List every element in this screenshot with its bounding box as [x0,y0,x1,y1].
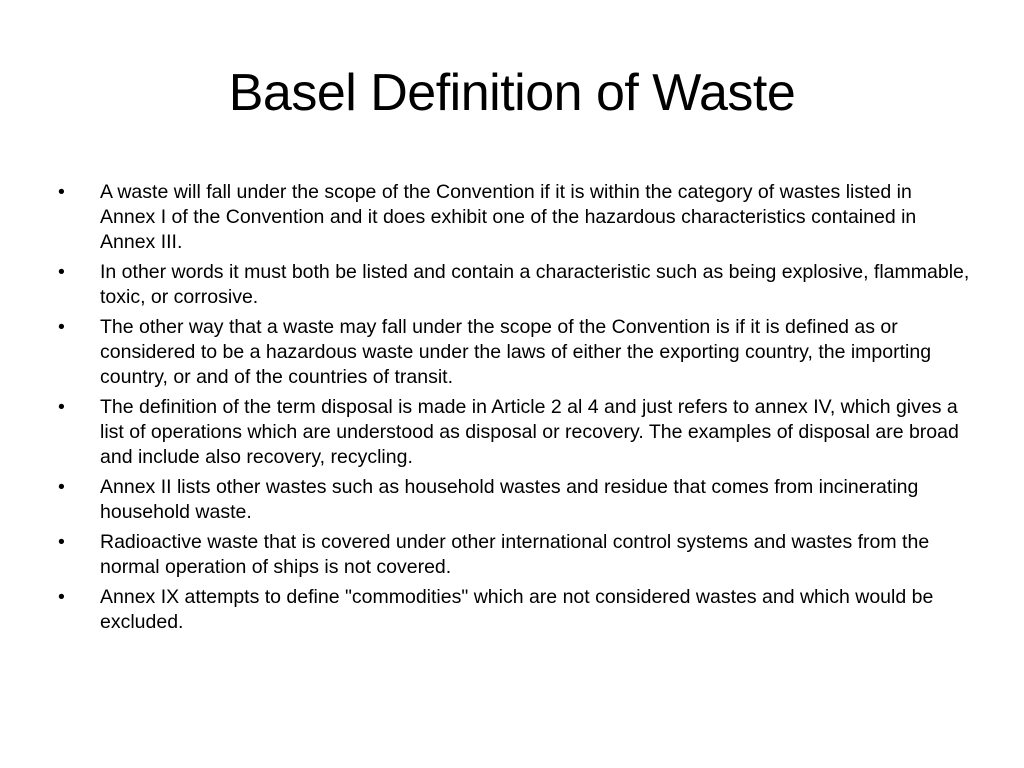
bullet-item [58,395,970,470]
bullet-icon: • [58,181,65,203]
bullet-text: A waste will fall under the scope of the Convention if it is within the category of wastes listed in Annex I of the Convention and it does exhibit one of the hazardous characteristics contained in Annex III. [100,181,917,253]
bullet-icon: • [58,476,65,498]
bullet-text: In other words it must both be listed and contain a characteristic such as being explosive, flammable, toxic, or corrosive. [100,261,970,308]
bullet-icon: • [58,261,65,283]
slide-title: Basel Definition of Waste [228,64,796,122]
bullet-item [58,260,970,310]
bullet-item [58,475,970,525]
bullet-item [58,180,970,255]
bullet-list [58,180,970,640]
bullet-text: The other way that a waste may fall under the scope of the Convention is if it is defined as or considered to be a hazardous waste under the laws of either the exporting country, the importing country, or and of the countries of transit. [100,316,932,388]
bullet-item [58,530,970,580]
bullet-icon: • [58,396,65,418]
bullet-item [58,585,970,635]
bullet-text: The definition of the term disposal is made in Article 2 al 4 and just refers to annex IV, which gives a list of operations which are understood as disposal or recovery. The examples of disposal are broad and include also recovery, recycling. [100,396,959,468]
bullet-icon: • [58,586,65,608]
bullet-item [58,315,970,390]
bullet-icon: • [58,531,65,553]
bullet-text: Annex IX attempts to define "commodities" which are not considered wastes and which would be excluded. [100,586,934,633]
bullet-text: Radioactive waste that is covered under other international control systems and wastes from the normal operation of ships is not covered. [100,531,930,578]
bullet-text: Annex II lists other wastes such as household wastes and residue that comes from incinerating household waste. [100,476,919,523]
bullet-icon: • [58,316,65,338]
